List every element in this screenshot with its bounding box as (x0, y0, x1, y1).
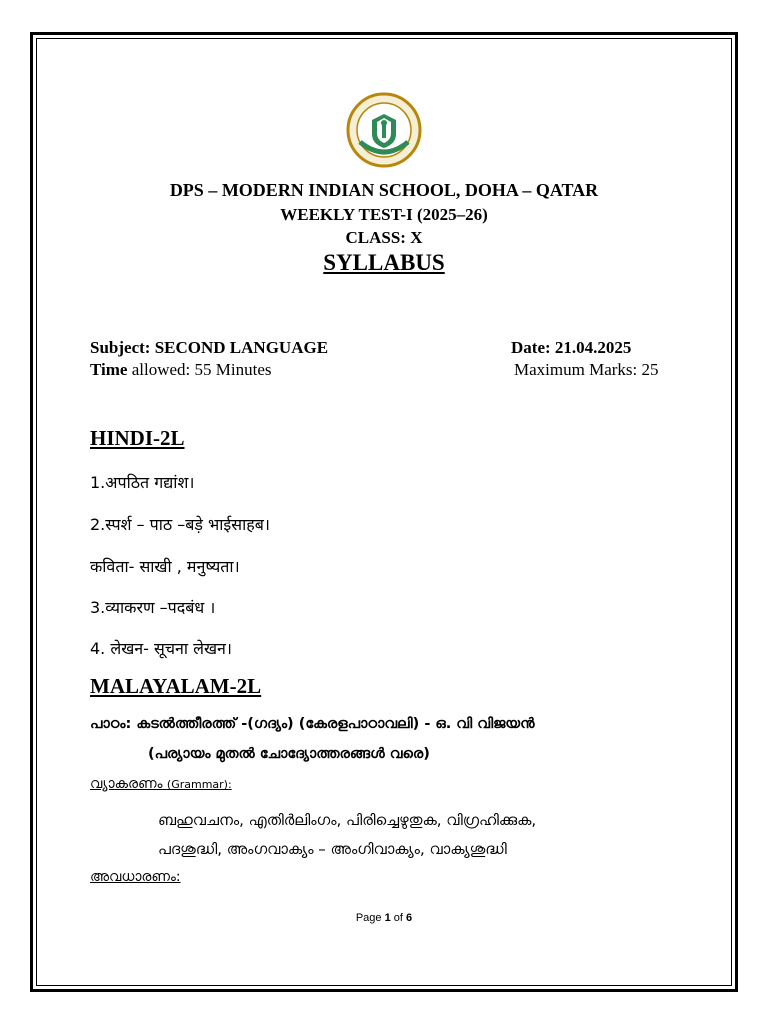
time-line (90, 360, 271, 380)
max-marks: Maximum Marks: 25 (514, 360, 659, 379)
hindi-line: 3.व्याकरण –पदबंध । (90, 598, 216, 617)
hindi-line: 1.अपठित गद्यांश। (90, 473, 195, 492)
malayalam-heading: MALAYALAM-2L (90, 674, 262, 698)
grammar-topics-line: ബഹുവചനം, എതിർലിംഗം, പിരിച്ചെഴുതുക, വിഗ്രഹിക്കുക, (158, 811, 537, 829)
malayalam-lesson-line: പാഠം: കടൽത്തീരത്ത് -(ഗദ്യം) (കേരളപാഠാവലി) - ഒ. വി വിജയൻ (90, 716, 535, 732)
syllabus-title: SYLLABUS (323, 250, 445, 275)
grammar-label-line (90, 776, 232, 792)
of-word: of (393, 912, 403, 924)
hindi-heading: HINDI-2L (90, 426, 185, 450)
school-logo (346, 92, 422, 168)
class-label: CLASS: X (345, 228, 423, 247)
page-word: Page (355, 912, 382, 924)
subject-line (90, 338, 328, 358)
hindi-line: कविता- साखी , मनुष्यता। (90, 557, 240, 576)
avadharanam-label: അവധാരണം: (90, 869, 181, 885)
test-title: WEEKLY TEST-I (2025–26) (280, 205, 488, 224)
malayalam-lesson-range: (പര്യായം മുതൽ ചോദ്യോത്തരങ്ങൾ വരെ) (148, 746, 430, 762)
hindi-line: 2.स्पर्श – पाठ –बड़े भाईसाहब। (90, 515, 270, 534)
school-name: DPS – MODERN INDIAN SCHOOL, DOHA – QATAR (169, 180, 599, 200)
page-footer (0, 912, 768, 924)
page-number: 1 (384, 912, 391, 924)
grammar-topics-line: പദശുദ്ധി, അംഗവാക്യം – അംഗിവാക്യം, വാക്യശുദ്ധി (158, 840, 507, 858)
time-label: Time (90, 360, 128, 379)
date-label: Date: 21.04.2025 (511, 338, 632, 357)
hindi-line: 4. लेखन- सूचना लेखन। (90, 639, 232, 658)
time-value: allowed: 55 Minutes (131, 360, 272, 379)
subject-value: SECOND LANGUAGE (154, 338, 329, 357)
grammar-label: വ്യാകരണം (90, 776, 163, 792)
page-total: 6 (406, 912, 413, 924)
grammar-label-en: (Grammar): (166, 778, 232, 791)
subject-label: Subject: (90, 338, 151, 357)
